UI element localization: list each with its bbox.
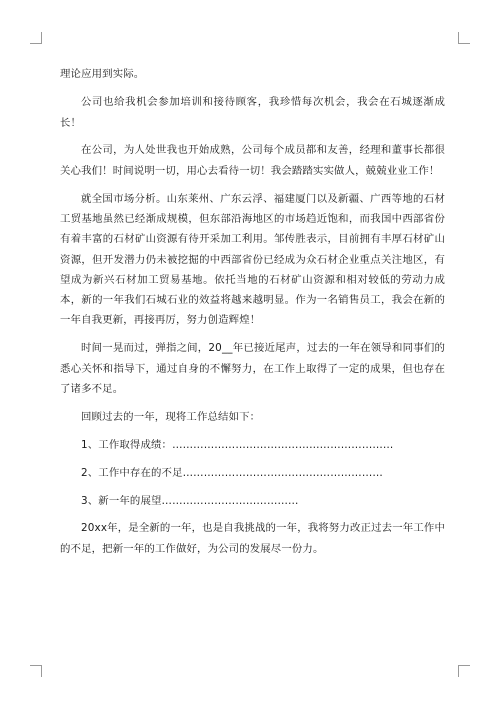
paragraph: 20xx年，是全新的一年，也是自我挑战的一年，我将努力改正过去一年工作中的不足，把新一年的工作做好，为公司的发展尽一份力。 (60, 522, 445, 555)
paragraph: 回顾过去的一年，现将工作总结如下： (81, 410, 261, 423)
document-body (60, 64, 445, 567)
crop-mark-top-left (30, 32, 42, 44)
crop-mark-top-right (458, 32, 470, 44)
paragraph: 公司也给我机会参加培训和接待顾客，我珍惜每次机会，我会在石城逐渐成长！ (60, 96, 445, 129)
crop-mark-bottom-left (30, 665, 42, 677)
list-item: 3、新一年的展望………………………………… (81, 494, 299, 507)
crop-mark-bottom-right (458, 665, 470, 677)
list-item: 1、工作取得成绩：……………………………………………………… (81, 438, 394, 451)
paragraph: 理论应用到实际。 (60, 68, 145, 80)
list-item: 2、工作中存在的不足………………………………………………… (81, 466, 383, 479)
paragraph: 就全国市场分析。山东莱州、广东云浮、福建厦门以及新疆、广西等地的石材工贸基地虽然已经渐成规模，但东部沿海地区的市场趋近饱和，而我国中西部省份有着丰富的石材矿山资源有待开采加工利用。邹传胜表示，目前拥有丰厚石材矿山资源，但开发潜力仍未被挖掘的中西部省份已经成为众石材企业重点关注地区，有望成为新兴石材加工贸易基地。依托当地的石材矿山资源和相对较低的劳动力成本，新的一年我们石城石业的效益将越来越明显。作为一名销售员工，我会在新的一年自我更新，再接再厉，努力创造辉煌！ (60, 192, 445, 327)
paragraph: 在公司，为人处世我也开始成熟，公司每个成员都和友善，经理和董事长都很关心我们！时间说明一切，用心去看待一切！我会踏踏实实做人，兢兢业业工作！ (60, 144, 445, 177)
paragraph: 时间一晃而过，弹指之间，20__年已接近尾声，过去的一年在领导和同事们的悉心关怀和指导下，通过自身的不懈努力，在工作上取得了一定的成果，但也存在了诸多不足。 (60, 342, 445, 395)
